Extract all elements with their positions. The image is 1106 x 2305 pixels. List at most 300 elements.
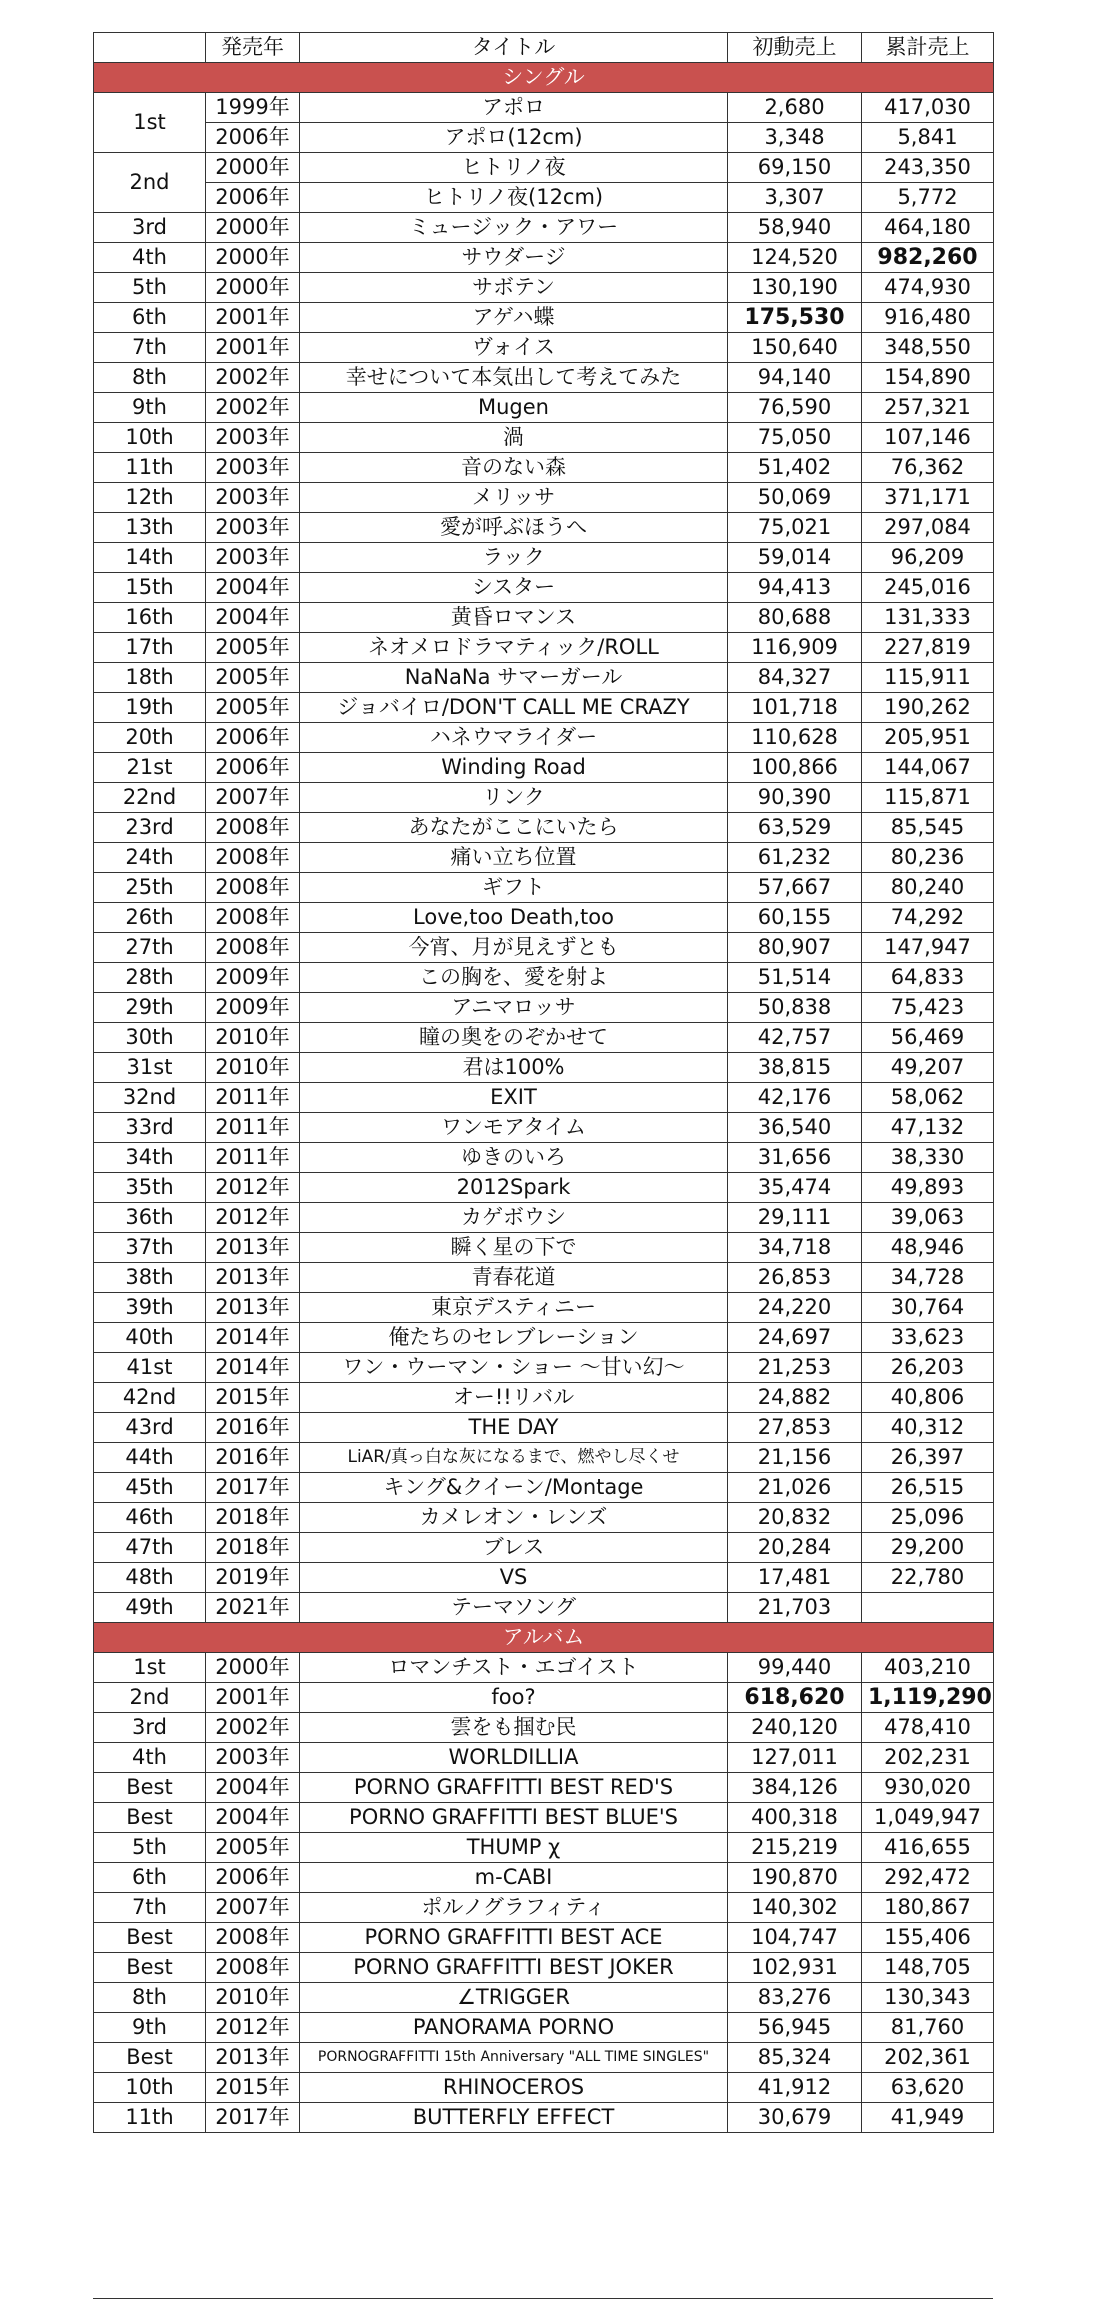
total-sales: 26,515 [862, 1473, 994, 1503]
release-title: EXIT [300, 1083, 728, 1113]
first-week-sales: 58,940 [728, 213, 862, 243]
total-sales: 180,867 [862, 1893, 994, 1923]
table-row [94, 633, 994, 663]
table-row [94, 1833, 994, 1863]
first-week-sales: 3,307 [728, 183, 862, 213]
release-title: 渦 [300, 423, 728, 453]
total-sales: 26,203 [862, 1353, 994, 1383]
total-sales: 416,655 [862, 1833, 994, 1863]
release-title: カゲボウシ [300, 1203, 728, 1233]
release-year: 2013年 [206, 1233, 300, 1263]
table-row [94, 1503, 994, 1533]
total-sales: 49,893 [862, 1173, 994, 1203]
total-sales [862, 1593, 994, 1623]
release-title: アポロ [300, 93, 728, 123]
first-week-sales: 618,620 [728, 1683, 862, 1713]
first-week-sales: 384,126 [728, 1773, 862, 1803]
first-week-sales: 94,413 [728, 573, 862, 603]
table-row [94, 303, 994, 333]
total-sales: 478,410 [862, 1713, 994, 1743]
release-year: 2003年 [206, 1743, 300, 1773]
first-week-sales: 80,688 [728, 603, 862, 633]
first-week-sales: 50,838 [728, 993, 862, 1023]
total-sales: 47,132 [862, 1113, 994, 1143]
first-week-sales: 150,640 [728, 333, 862, 363]
release-year: 2004年 [206, 1773, 300, 1803]
release-year: 2014年 [206, 1353, 300, 1383]
first-week-sales: 3,348 [728, 123, 862, 153]
release-number: Best [94, 2043, 206, 2073]
release-title: PORNO GRAFFITTI BEST BLUE'S [300, 1803, 728, 1833]
release-number: 32nd [94, 1083, 206, 1113]
total-sales: 85,545 [862, 813, 994, 843]
release-title: PORNOGRAFFITTI 15th Anniversary "ALL TIME SINGLES" [300, 2043, 728, 2073]
release-year: 1999年 [206, 93, 300, 123]
release-year: 2005年 [206, 633, 300, 663]
table-row [94, 2073, 994, 2103]
release-year: 2006年 [206, 183, 300, 213]
total-sales: 30,764 [862, 1293, 994, 1323]
table-row [94, 393, 994, 423]
total-sales: 464,180 [862, 213, 994, 243]
table-row [94, 123, 994, 153]
total-sales: 417,030 [862, 93, 994, 123]
release-title: テーマソング [300, 1593, 728, 1623]
release-title: PORNO GRAFFITTI BEST RED'S [300, 1773, 728, 1803]
release-title: リンク [300, 783, 728, 813]
table-row [94, 963, 994, 993]
release-title: この胸を、愛を射よ [300, 963, 728, 993]
header-year: 発売年 [206, 33, 300, 63]
table-row [94, 363, 994, 393]
release-number: 3rd [94, 213, 206, 243]
release-year: 2007年 [206, 1893, 300, 1923]
release-title: 幸せについて本気出して考えてみた [300, 363, 728, 393]
release-year: 2016年 [206, 1413, 300, 1443]
first-week-sales: 175,530 [728, 303, 862, 333]
release-title: ロマンチスト・エゴイスト [300, 1653, 728, 1683]
first-week-sales: 24,220 [728, 1293, 862, 1323]
release-number: 14th [94, 543, 206, 573]
release-number: 25th [94, 873, 206, 903]
total-sales: 130,343 [862, 1983, 994, 2013]
table-row [94, 663, 994, 693]
release-year: 2001年 [206, 303, 300, 333]
total-sales: 81,760 [862, 2013, 994, 2043]
table-row [94, 213, 994, 243]
first-week-sales: 124,520 [728, 243, 862, 273]
release-number: 28th [94, 963, 206, 993]
table-row [94, 1863, 994, 1893]
release-year: 2010年 [206, 1053, 300, 1083]
release-number: 15th [94, 573, 206, 603]
release-number: 27th [94, 933, 206, 963]
release-number: 11th [94, 453, 206, 483]
first-week-sales: 20,832 [728, 1503, 862, 1533]
header-first-week-sales: 初動売上 [728, 33, 862, 63]
release-title: 愛が呼ぶほうへ [300, 513, 728, 543]
first-week-sales: 140,302 [728, 1893, 862, 1923]
release-year: 2019年 [206, 1563, 300, 1593]
table-row [94, 1083, 994, 1113]
total-sales: 1,049,947 [862, 1803, 994, 1833]
release-title: ∠TRIGGER [300, 1983, 728, 2013]
release-number: Best [94, 1923, 206, 1953]
release-title: 2012Spark [300, 1173, 728, 1203]
release-title: キング&クイーン/Montage [300, 1473, 728, 1503]
table-row [94, 603, 994, 633]
release-year: 2015年 [206, 1383, 300, 1413]
release-year: 2018年 [206, 1533, 300, 1563]
release-number: 20th [94, 723, 206, 753]
release-number: Best [94, 1773, 206, 1803]
release-year: 2013年 [206, 1293, 300, 1323]
section-header-row [94, 63, 994, 93]
release-number: 34th [94, 1143, 206, 1173]
release-year: 2000年 [206, 153, 300, 183]
first-week-sales: 90,390 [728, 783, 862, 813]
release-year: 2000年 [206, 273, 300, 303]
release-title: RHINOCEROS [300, 2073, 728, 2103]
table-row [94, 2013, 994, 2043]
release-title: アニマロッサ [300, 993, 728, 1023]
table-row [94, 813, 994, 843]
first-week-sales: 100,866 [728, 753, 862, 783]
table-row [94, 1593, 994, 1623]
release-year: 2009年 [206, 993, 300, 1023]
release-number: 33rd [94, 1113, 206, 1143]
release-title: THE DAY [300, 1413, 728, 1443]
table-row [94, 1443, 994, 1473]
section-title: シングル [94, 63, 994, 93]
release-year: 2006年 [206, 753, 300, 783]
release-title: ワンモアタイム [300, 1113, 728, 1143]
table-row [94, 1233, 994, 1263]
release-title: アゲハ蝶 [300, 303, 728, 333]
release-number: 1st [94, 1653, 206, 1683]
release-number: 42nd [94, 1383, 206, 1413]
release-number: 10th [94, 423, 206, 453]
release-number: 12th [94, 483, 206, 513]
release-number: 39th [94, 1293, 206, 1323]
table-row [94, 1383, 994, 1413]
first-week-sales: 17,481 [728, 1563, 862, 1593]
release-number: 9th [94, 393, 206, 423]
total-sales: 40,806 [862, 1383, 994, 1413]
table-row [94, 1803, 994, 1833]
total-sales: 155,406 [862, 1923, 994, 1953]
release-title: ブレス [300, 1533, 728, 1563]
release-title: 瞬く星の下で [300, 1233, 728, 1263]
table-row [94, 573, 994, 603]
total-sales: 257,321 [862, 393, 994, 423]
release-year: 2004年 [206, 603, 300, 633]
total-sales: 474,930 [862, 273, 994, 303]
release-year: 2002年 [206, 363, 300, 393]
total-sales: 348,550 [862, 333, 994, 363]
release-number: 48th [94, 1563, 206, 1593]
first-week-sales: 42,176 [728, 1083, 862, 1113]
release-title: THUMP χ [300, 1833, 728, 1863]
total-sales: 5,772 [862, 183, 994, 213]
release-number: 17th [94, 633, 206, 663]
total-sales: 245,016 [862, 573, 994, 603]
first-week-sales: 51,402 [728, 453, 862, 483]
table-row [94, 1263, 994, 1293]
total-sales: 56,469 [862, 1023, 994, 1053]
table-row [94, 1173, 994, 1203]
total-sales: 205,951 [862, 723, 994, 753]
release-number: 6th [94, 1863, 206, 1893]
first-week-sales: 101,718 [728, 693, 862, 723]
release-year: 2006年 [206, 1863, 300, 1893]
release-number: 6th [94, 303, 206, 333]
first-week-sales: 127,011 [728, 1743, 862, 1773]
first-week-sales: 24,697 [728, 1323, 862, 1353]
release-number: 26th [94, 903, 206, 933]
release-title: ゆきのいろ [300, 1143, 728, 1173]
first-week-sales: 56,945 [728, 2013, 862, 2043]
table-row [94, 153, 994, 183]
release-number: 35th [94, 1173, 206, 1203]
release-title: foo? [300, 1683, 728, 1713]
section-title: アルバム [94, 1623, 994, 1653]
release-year: 2008年 [206, 813, 300, 843]
first-week-sales: 85,324 [728, 2043, 862, 2073]
first-week-sales: 60,155 [728, 903, 862, 933]
release-number: 8th [94, 363, 206, 393]
release-title: Mugen [300, 393, 728, 423]
release-year: 2011年 [206, 1143, 300, 1173]
first-week-sales: 104,747 [728, 1923, 862, 1953]
table-row [94, 1563, 994, 1593]
release-number: 44th [94, 1443, 206, 1473]
release-year: 2004年 [206, 1803, 300, 1833]
release-title: アポロ(12cm) [300, 123, 728, 153]
release-year: 2011年 [206, 1113, 300, 1143]
total-sales: 1,119,290 [862, 1683, 994, 1713]
total-sales: 115,871 [862, 783, 994, 813]
header-title: タイトル [300, 33, 728, 63]
release-year: 2003年 [206, 423, 300, 453]
table-row [94, 993, 994, 1023]
table-row [94, 1953, 994, 1983]
table-row [94, 723, 994, 753]
first-week-sales: 2,680 [728, 93, 862, 123]
total-sales: 34,728 [862, 1263, 994, 1293]
header-total-sales: 累計売上 [862, 33, 994, 63]
total-sales: 22,780 [862, 1563, 994, 1593]
release-title: 痛い立ち位置 [300, 843, 728, 873]
release-number: 43rd [94, 1413, 206, 1443]
total-sales: 26,397 [862, 1443, 994, 1473]
release-title: 東京デスティニー [300, 1293, 728, 1323]
release-year: 2008年 [206, 1953, 300, 1983]
release-title: LiAR/真っ白な灰になるまで、燃やし尽くせ [300, 1443, 728, 1473]
release-number: 37th [94, 1233, 206, 1263]
section-header-row [94, 1623, 994, 1653]
first-week-sales: 80,907 [728, 933, 862, 963]
release-year: 2008年 [206, 873, 300, 903]
total-sales: 39,063 [862, 1203, 994, 1233]
release-number: 9th [94, 2013, 206, 2043]
release-year: 2012年 [206, 1173, 300, 1203]
release-title: VS [300, 1563, 728, 1593]
release-year: 2000年 [206, 213, 300, 243]
first-week-sales: 21,156 [728, 1443, 862, 1473]
total-sales: 292,472 [862, 1863, 994, 1893]
release-year: 2017年 [206, 1473, 300, 1503]
total-sales: 49,207 [862, 1053, 994, 1083]
release-title: サウダージ [300, 243, 728, 273]
release-title: 音のない森 [300, 453, 728, 483]
first-week-sales: 21,253 [728, 1353, 862, 1383]
first-week-sales: 110,628 [728, 723, 862, 753]
release-year: 2000年 [206, 243, 300, 273]
release-number: 22nd [94, 783, 206, 813]
first-week-sales: 69,150 [728, 153, 862, 183]
first-week-sales: 27,853 [728, 1413, 862, 1443]
release-number: 11th [94, 2103, 206, 2133]
release-title: ギフト [300, 873, 728, 903]
table-row [94, 273, 994, 303]
release-number: 10th [94, 2073, 206, 2103]
table-row [94, 753, 994, 783]
first-week-sales: 59,014 [728, 543, 862, 573]
first-week-sales: 75,050 [728, 423, 862, 453]
table-row [94, 693, 994, 723]
first-week-sales: 42,757 [728, 1023, 862, 1053]
total-sales: 48,946 [862, 1233, 994, 1263]
table-row [94, 513, 994, 543]
total-sales: 63,620 [862, 2073, 994, 2103]
release-title: メリッサ [300, 483, 728, 513]
release-number: 19th [94, 693, 206, 723]
total-sales: 5,841 [862, 123, 994, 153]
release-number: 5th [94, 1833, 206, 1863]
release-number: 24th [94, 843, 206, 873]
release-year: 2000年 [206, 1653, 300, 1683]
release-number: 5th [94, 273, 206, 303]
release-title: 黄昏ロマンス [300, 603, 728, 633]
release-title: 今宵、月が見えずとも [300, 933, 728, 963]
first-week-sales: 36,540 [728, 1113, 862, 1143]
first-week-sales: 41,912 [728, 2073, 862, 2103]
release-year: 2008年 [206, 903, 300, 933]
table-row [94, 1113, 994, 1143]
table-row [94, 1023, 994, 1053]
release-year: 2008年 [206, 933, 300, 963]
total-sales: 80,240 [862, 873, 994, 903]
release-year: 2006年 [206, 723, 300, 753]
total-sales: 40,312 [862, 1413, 994, 1443]
table-row [94, 1203, 994, 1233]
header-row [94, 33, 994, 63]
release-title: 君は100% [300, 1053, 728, 1083]
table-row [94, 93, 994, 123]
first-week-sales: 61,232 [728, 843, 862, 873]
release-year: 2015年 [206, 2073, 300, 2103]
release-title: 雲をも掴む民 [300, 1713, 728, 1743]
release-year: 2011年 [206, 1083, 300, 1113]
table-row [94, 543, 994, 573]
release-title: ヒトリノ夜 [300, 153, 728, 183]
first-week-sales: 116,909 [728, 633, 862, 663]
table-row [94, 1893, 994, 1923]
table-row [94, 1293, 994, 1323]
total-sales: 29,200 [862, 1533, 994, 1563]
first-week-sales: 29,111 [728, 1203, 862, 1233]
release-number: 40th [94, 1323, 206, 1353]
release-title: ポルノグラフィティ [300, 1893, 728, 1923]
table-row [94, 333, 994, 363]
release-title: WORLDILLIA [300, 1743, 728, 1773]
release-number: 29th [94, 993, 206, 1023]
total-sales: 131,333 [862, 603, 994, 633]
release-title: ワン・ウーマン・ショー 〜甘い幻〜 [300, 1353, 728, 1383]
release-title: ミュージック・アワー [300, 213, 728, 243]
release-year: 2003年 [206, 483, 300, 513]
release-number: 7th [94, 1893, 206, 1923]
first-week-sales: 94,140 [728, 363, 862, 393]
release-year: 2003年 [206, 513, 300, 543]
total-sales: 38,330 [862, 1143, 994, 1173]
table-row [94, 423, 994, 453]
release-title: サボテン [300, 273, 728, 303]
release-title: PANORAMA PORNO [300, 2013, 728, 2043]
first-week-sales: 400,318 [728, 1803, 862, 1833]
sales-table-body [94, 33, 994, 2133]
total-sales: 371,171 [862, 483, 994, 513]
first-week-sales: 84,327 [728, 663, 862, 693]
table-row [94, 183, 994, 213]
release-year: 2017年 [206, 2103, 300, 2133]
release-title: NaNaNa サマーガール [300, 663, 728, 693]
first-week-sales: 57,667 [728, 873, 862, 903]
first-week-sales: 130,190 [728, 273, 862, 303]
release-year: 2008年 [206, 843, 300, 873]
release-title: 俺たちのセレブレーション [300, 1323, 728, 1353]
total-sales: 403,210 [862, 1653, 994, 1683]
first-week-sales: 38,815 [728, 1053, 862, 1083]
total-sales: 297,084 [862, 513, 994, 543]
release-year: 2006年 [206, 123, 300, 153]
first-week-sales: 75,021 [728, 513, 862, 543]
total-sales: 202,231 [862, 1743, 994, 1773]
release-number: 36th [94, 1203, 206, 1233]
first-week-sales: 35,474 [728, 1173, 862, 1203]
release-title: m-CABI [300, 1863, 728, 1893]
table-row [94, 843, 994, 873]
total-sales: 154,890 [862, 363, 994, 393]
release-number: 1st [94, 93, 206, 153]
total-sales: 930,020 [862, 1773, 994, 1803]
release-number: 2nd [94, 1683, 206, 1713]
release-year: 2005年 [206, 663, 300, 693]
table-row [94, 243, 994, 273]
table-row [94, 1773, 994, 1803]
table-row [94, 1323, 994, 1353]
first-week-sales: 240,120 [728, 1713, 862, 1743]
release-number: 31st [94, 1053, 206, 1083]
release-title: Love,too Death,too [300, 903, 728, 933]
first-week-sales: 21,703 [728, 1593, 862, 1623]
table-row [94, 1713, 994, 1743]
release-year: 2014年 [206, 1323, 300, 1353]
release-number: 38th [94, 1263, 206, 1293]
total-sales: 190,262 [862, 693, 994, 723]
table-row [94, 483, 994, 513]
